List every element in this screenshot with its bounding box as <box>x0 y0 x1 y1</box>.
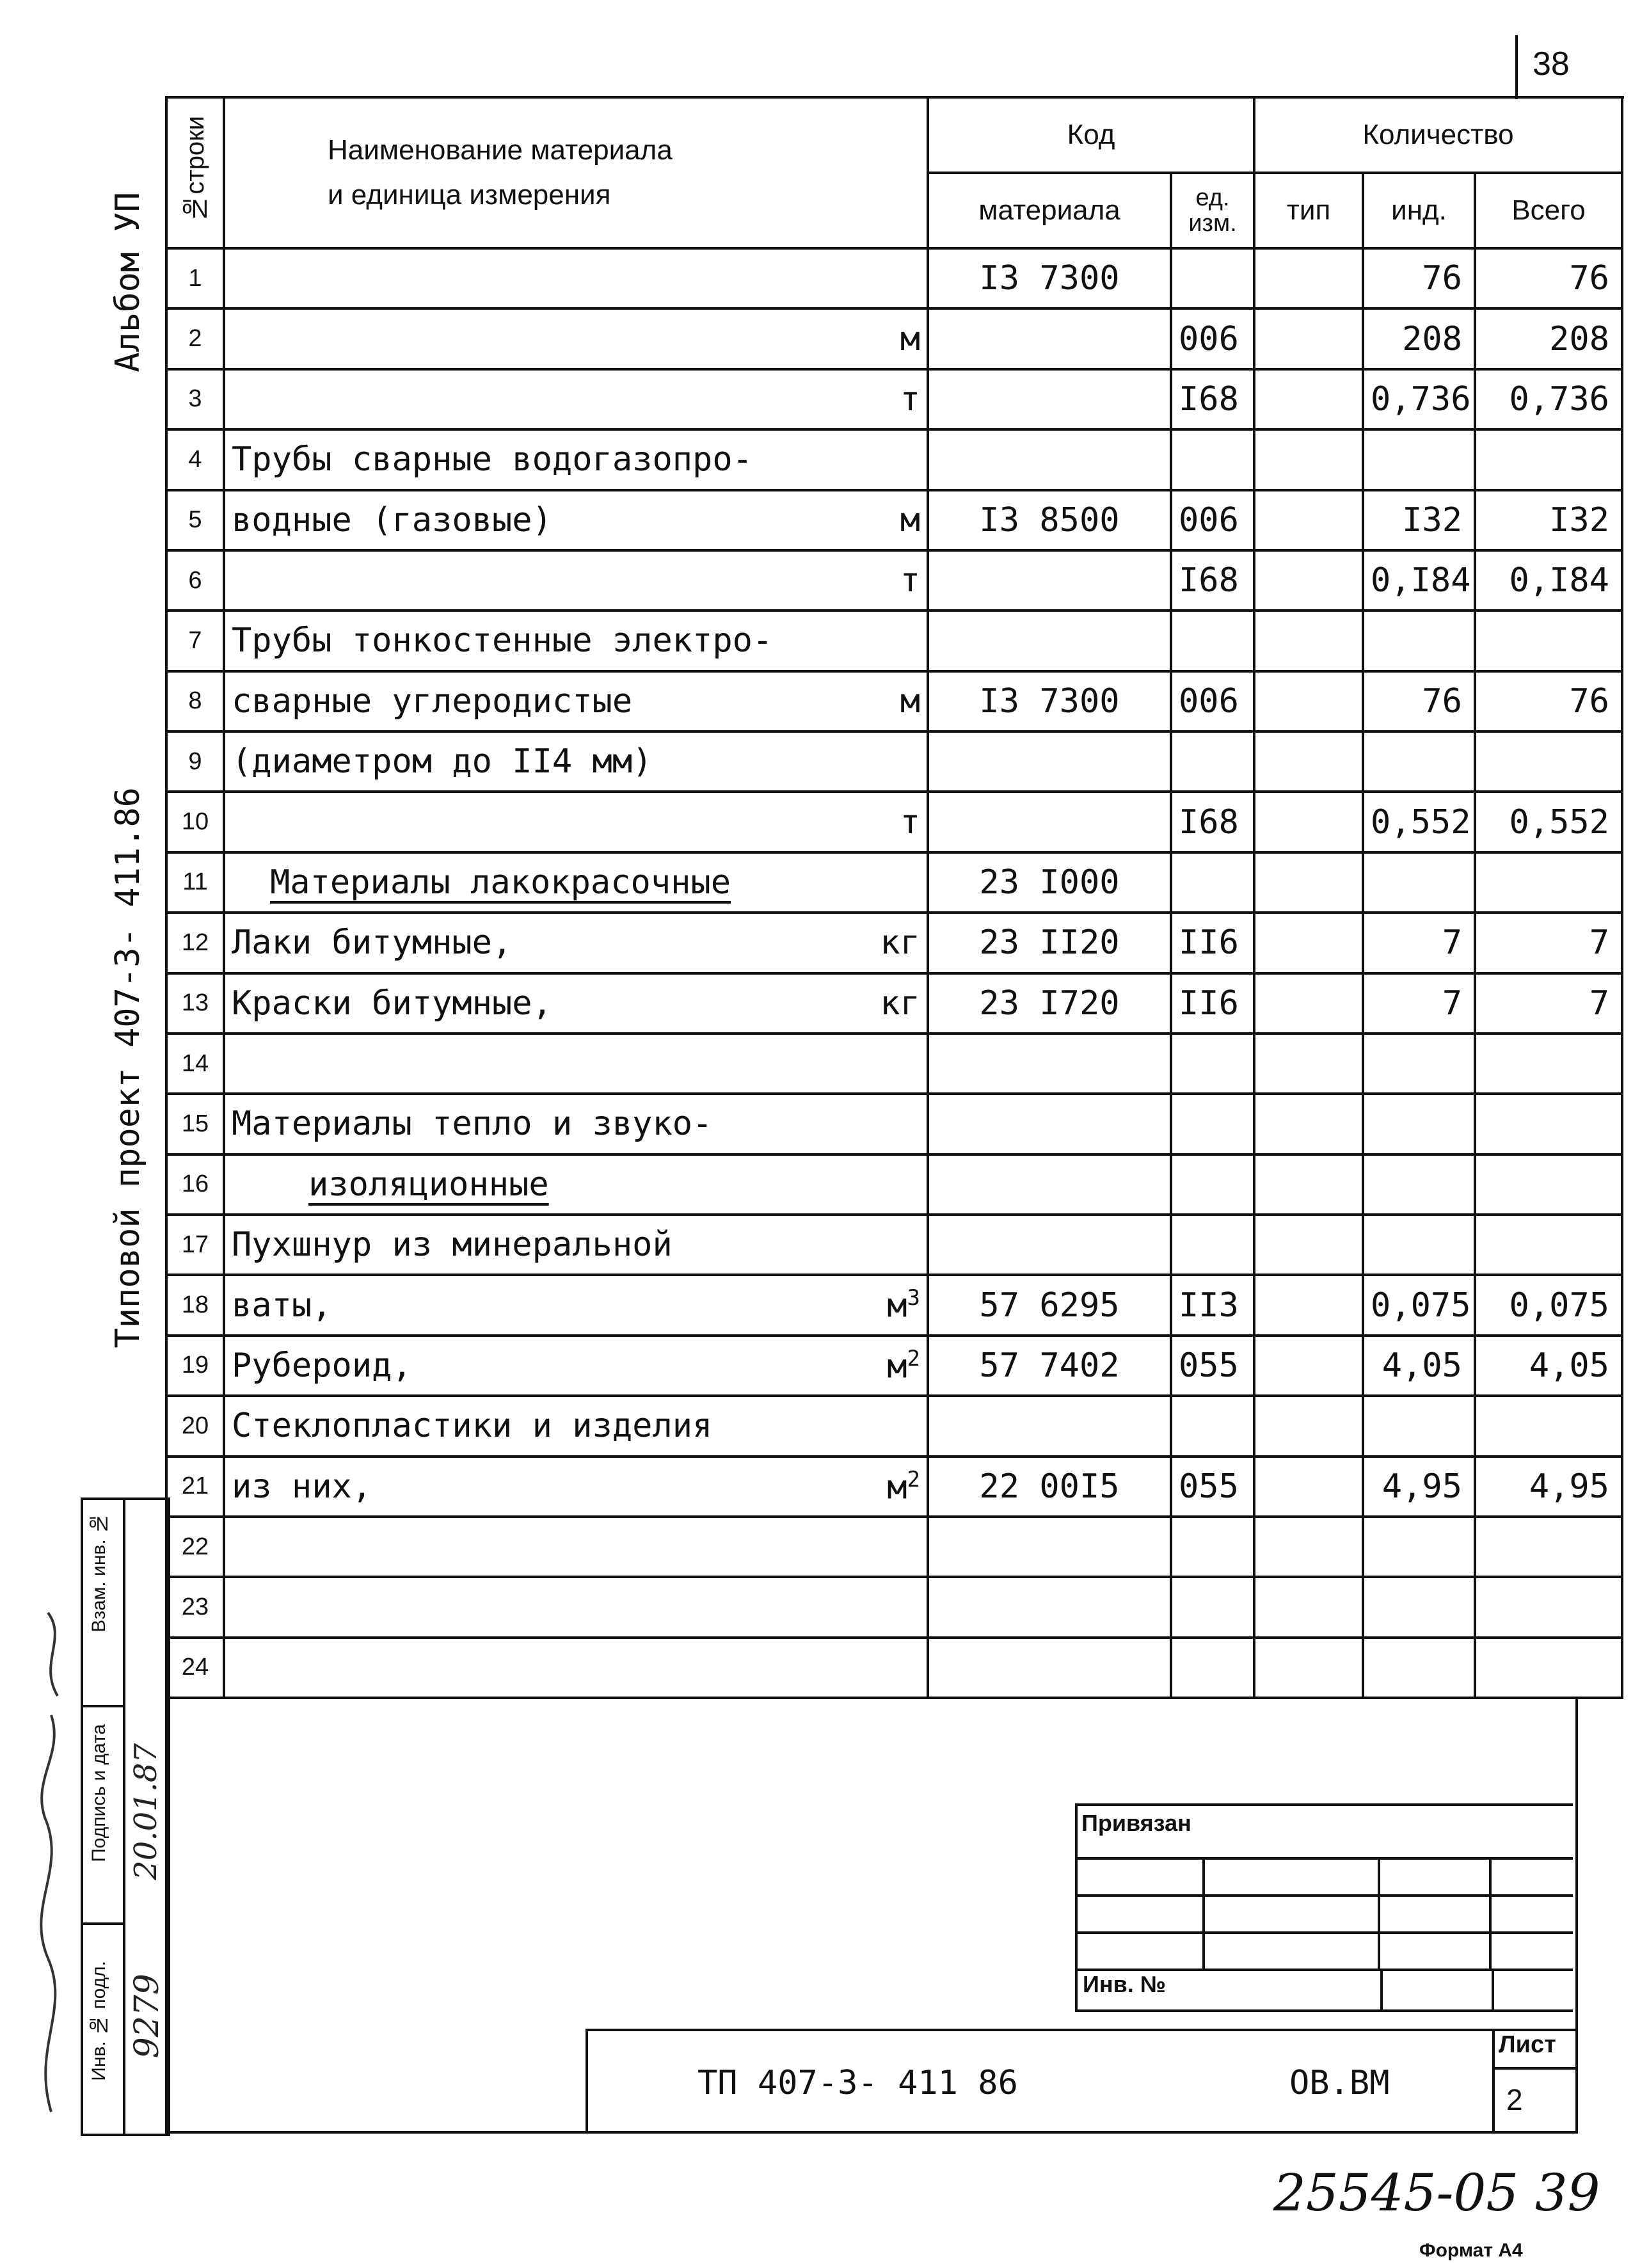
qty-ind <box>1363 1577 1475 1637</box>
inv-value: 9279 <box>128 1974 166 2059</box>
qty-ind: 0,736 <box>1363 369 1475 429</box>
qty-total: 0,736 <box>1475 369 1622 429</box>
material-code: 23 II20 <box>928 913 1171 973</box>
row-number: 21 <box>166 1457 224 1517</box>
table-row <box>166 1517 1622 1577</box>
material-name: Стеклопластики и изделия <box>232 1407 713 1446</box>
table-row <box>166 671 1622 731</box>
row-number: 23 <box>166 1577 224 1637</box>
vzam-inv-label: Взам. инв. № <box>88 1513 109 1633</box>
unit-code: II6 <box>1171 973 1254 1034</box>
material-code: I3 7300 <box>928 671 1171 731</box>
unit-code <box>1171 1215 1254 1275</box>
material-name-cell <box>224 1577 928 1637</box>
table-row <box>166 611 1622 671</box>
row-number: 4 <box>166 429 224 490</box>
qty-total <box>1475 1517 1622 1577</box>
side-stamp <box>81 1497 170 2136</box>
qty-ind <box>1363 1517 1475 1577</box>
material-code: 23 I000 <box>928 852 1171 913</box>
unit-code <box>1171 1094 1254 1154</box>
table-row <box>166 1638 1622 1698</box>
material-name-cell <box>224 852 928 913</box>
material-unit: м <box>900 500 920 539</box>
row-number: 6 <box>166 550 224 611</box>
row-number: 16 <box>166 1154 224 1215</box>
unit-code: I68 <box>1171 369 1254 429</box>
qty-type <box>1254 1577 1363 1637</box>
table-row <box>166 369 1622 429</box>
row-number: 2 <box>166 308 224 369</box>
material-name: Материалы тепло и звуко- <box>232 1105 713 1144</box>
binding-stamp <box>1075 1803 1573 2012</box>
binding-row <box>1078 1934 1573 1971</box>
material-unit: $м^2$ <box>887 1345 920 1386</box>
format-label: Формат А4 <box>1419 2240 1523 2261</box>
album-label: Альбом УП <box>109 192 147 372</box>
title-block-code: ТП 407-3- 411 86 <box>697 2064 1018 2102</box>
unit-code: I68 <box>1171 550 1254 611</box>
material-code <box>928 369 1171 429</box>
unit-code: 055 <box>1171 1457 1254 1517</box>
qty-ind: 7 <box>1363 973 1475 1034</box>
qty-type <box>1254 792 1363 852</box>
sheet-label: Лист <box>1495 2029 1575 2070</box>
material-name-cell <box>224 308 928 369</box>
material-name-cell <box>224 973 928 1034</box>
unit-code: 006 <box>1171 490 1254 550</box>
table-row <box>166 913 1622 973</box>
title-block-doc: ОВ.ВМ <box>1289 2064 1390 2102</box>
header-code: Код <box>928 97 1254 173</box>
table-row <box>166 1336 1622 1396</box>
header-qty-ind: инд. <box>1363 173 1475 248</box>
qty-total <box>1475 1215 1622 1275</box>
qty-ind <box>1363 731 1475 792</box>
qty-type <box>1254 248 1363 308</box>
table-row <box>166 1215 1622 1275</box>
material-name-cell <box>224 611 928 671</box>
unit-code <box>1171 611 1254 671</box>
material-code <box>928 792 1171 852</box>
qty-type <box>1254 852 1363 913</box>
material-name-cell <box>224 1275 928 1335</box>
material-name-cell <box>224 369 928 429</box>
table-row <box>166 308 1622 369</box>
material-code: 22 00I5 <box>928 1457 1171 1517</box>
table-row <box>166 248 1622 308</box>
table-row <box>166 1396 1622 1456</box>
material-name-cell <box>224 1396 928 1456</box>
sign-date: 20.01.87 <box>128 1743 164 1880</box>
unit-code <box>1171 852 1254 913</box>
material-code <box>928 429 1171 490</box>
material-name: Трубы тонкостенные электро- <box>232 621 773 660</box>
material-name: Рубероид, <box>232 1346 412 1385</box>
qty-ind <box>1363 611 1475 671</box>
qty-ind <box>1363 429 1475 490</box>
podpis-data-label: Подпись и дата <box>88 1724 109 1862</box>
qty-total: 76 <box>1475 671 1622 731</box>
qty-type <box>1254 429 1363 490</box>
qty-type <box>1254 1094 1363 1154</box>
qty-total <box>1475 1094 1622 1154</box>
qty-ind: 0,075 <box>1363 1275 1475 1335</box>
material-name-cell <box>224 1457 928 1517</box>
material-unit: т <box>900 803 920 842</box>
sheet-number: 2 <box>1506 2083 1523 2116</box>
qty-type <box>1254 1517 1363 1577</box>
material-code <box>928 550 1171 611</box>
qty-ind: 208 <box>1363 308 1475 369</box>
qty-ind: 4,05 <box>1363 1336 1475 1396</box>
handwritten-signature <box>13 1600 83 2125</box>
unit-code <box>1171 1396 1254 1456</box>
material-code <box>928 1034 1171 1094</box>
material-name-cell <box>224 671 928 731</box>
material-name-cell <box>224 1638 928 1698</box>
material-name: водные (газовые) <box>232 500 552 539</box>
row-number: 1 <box>166 248 224 308</box>
archive-number: 25545-05 39 <box>1273 2163 1600 2223</box>
material-name: Лаки битумные, <box>232 923 513 962</box>
material-code <box>928 731 1171 792</box>
qty-type <box>1254 671 1363 731</box>
qty-total <box>1475 1638 1622 1698</box>
material-code <box>928 1577 1171 1637</box>
qty-type <box>1254 1215 1363 1275</box>
corner-vertical-line <box>1515 35 1518 99</box>
material-name-cell <box>224 1215 928 1275</box>
material-name: Краски битумные, <box>232 984 552 1023</box>
material-unit: т <box>900 561 920 600</box>
material-name: сварные углеродистые <box>232 682 633 721</box>
unit-code <box>1171 429 1254 490</box>
material-code: 57 7402 <box>928 1336 1171 1396</box>
qty-type <box>1254 1154 1363 1215</box>
unit-code: 006 <box>1171 308 1254 369</box>
qty-total <box>1475 731 1622 792</box>
header-quantity: Количество <box>1254 97 1622 173</box>
qty-ind <box>1363 1638 1475 1698</box>
header-qty-type: тип <box>1254 173 1363 248</box>
qty-total: 4,05 <box>1475 1336 1622 1396</box>
material-unit: м <box>900 682 920 721</box>
table-row <box>166 1094 1622 1154</box>
material-name: (диаметром до II4 мм) <box>232 742 653 781</box>
qty-total: 0,I84 <box>1475 550 1622 611</box>
sheet-box <box>1492 2029 1575 2131</box>
row-number: 12 <box>166 913 224 973</box>
qty-type <box>1254 1638 1363 1698</box>
unit-code <box>1171 1154 1254 1215</box>
qty-ind: 76 <box>1363 248 1475 308</box>
material-code: I3 8500 <box>928 490 1171 550</box>
material-name: из них, <box>232 1467 372 1506</box>
qty-type <box>1254 731 1363 792</box>
table-row <box>166 550 1622 611</box>
binding-inv-label: Инв. № <box>1078 1971 1383 2009</box>
row-number: 10 <box>166 792 224 852</box>
qty-type <box>1254 611 1363 671</box>
material-unit: $м^2$ <box>887 1466 920 1506</box>
qty-ind: I32 <box>1363 490 1475 550</box>
side-stamp-divider <box>83 1922 125 1925</box>
qty-type <box>1254 1336 1363 1396</box>
material-code <box>928 1215 1171 1275</box>
qty-ind <box>1363 1215 1475 1275</box>
table-row <box>166 973 1622 1034</box>
qty-type <box>1254 490 1363 550</box>
material-code <box>928 1154 1171 1215</box>
material-name-cell <box>224 913 928 973</box>
row-number: 19 <box>166 1336 224 1396</box>
row-number: 18 <box>166 1275 224 1335</box>
row-number: 9 <box>166 731 224 792</box>
qty-total: 208 <box>1475 308 1622 369</box>
qty-type <box>1254 1275 1363 1335</box>
qty-type <box>1254 1457 1363 1517</box>
qty-total <box>1475 1034 1622 1094</box>
table-row <box>166 1457 1622 1517</box>
table-row <box>166 852 1622 913</box>
row-number: 3 <box>166 369 224 429</box>
material-code: 57 6295 <box>928 1275 1171 1335</box>
row-number: 24 <box>166 1638 224 1698</box>
material-code <box>928 1638 1171 1698</box>
materials-table <box>165 96 1609 1699</box>
project-label: Типовой проект 407-3- 411.86 <box>109 787 147 1348</box>
material-unit: $м^3$ <box>887 1285 920 1325</box>
material-name-cell <box>224 792 928 852</box>
material-name-cell <box>224 550 928 611</box>
row-number: 7 <box>166 611 224 671</box>
row-number: 11 <box>166 852 224 913</box>
qty-type <box>1254 913 1363 973</box>
table-row <box>166 1034 1622 1094</box>
qty-total <box>1475 611 1622 671</box>
unit-code: I68 <box>1171 792 1254 852</box>
qty-ind: 0,552 <box>1363 792 1475 852</box>
qty-total <box>1475 1396 1622 1456</box>
unit-code <box>1171 1517 1254 1577</box>
material-unit: кг <box>880 984 920 1023</box>
qty-ind: 4,95 <box>1363 1457 1475 1517</box>
row-number: 20 <box>166 1396 224 1456</box>
header-qty-total: Всего <box>1475 173 1622 248</box>
qty-total <box>1475 1154 1622 1215</box>
material-code <box>928 1517 1171 1577</box>
row-number: 22 <box>166 1517 224 1577</box>
header-code-unit: ед. изм. <box>1171 173 1254 248</box>
material-name: изоляционные <box>308 1165 549 1204</box>
material-unit: т <box>900 379 920 419</box>
material-name: Пухшнур из минеральной <box>232 1226 673 1265</box>
qty-total: 76 <box>1475 248 1622 308</box>
qty-ind <box>1363 1396 1475 1456</box>
binding-row <box>1078 1860 1573 1897</box>
unit-code <box>1171 1577 1254 1637</box>
table-row <box>166 792 1622 852</box>
material-name: ваты, <box>232 1286 332 1325</box>
unit-code: II6 <box>1171 913 1254 973</box>
qty-ind: 7 <box>1363 913 1475 973</box>
qty-total <box>1475 852 1622 913</box>
material-name-cell <box>224 1336 928 1396</box>
qty-total: 0,552 <box>1475 792 1622 852</box>
material-name-cell <box>224 1034 928 1094</box>
material-code <box>928 1094 1171 1154</box>
qty-type <box>1254 550 1363 611</box>
qty-ind <box>1363 1094 1475 1154</box>
material-name: Материалы лакокрасочные <box>270 863 731 902</box>
row-number: 17 <box>166 1215 224 1275</box>
material-name-cell <box>224 490 928 550</box>
binding-title: Привязан <box>1078 1806 1573 1860</box>
material-name-cell <box>224 1517 928 1577</box>
material-name-cell <box>224 248 928 308</box>
row-number: 8 <box>166 671 224 731</box>
unit-code <box>1171 1034 1254 1094</box>
inv-podl-label: Инв. № подл. <box>88 1961 109 2081</box>
table-row <box>166 1154 1622 1215</box>
qty-total: 0,075 <box>1475 1275 1622 1335</box>
table-row <box>166 490 1622 550</box>
material-name-cell <box>224 731 928 792</box>
table-row <box>166 731 1622 792</box>
qty-ind: 76 <box>1363 671 1475 731</box>
binding-inv-row <box>1078 1971 1573 2009</box>
qty-ind <box>1363 852 1475 913</box>
qty-total: I32 <box>1475 490 1622 550</box>
material-name: Трубы сварные водогазопро- <box>232 440 753 479</box>
header-row-no: №строки <box>166 97 224 248</box>
qty-ind <box>1363 1034 1475 1094</box>
unit-code: II3 <box>1171 1275 1254 1335</box>
material-code: I3 7300 <box>928 248 1171 308</box>
qty-type <box>1254 308 1363 369</box>
qty-total <box>1475 1577 1622 1637</box>
unit-code <box>1171 248 1254 308</box>
table-row <box>166 1275 1622 1335</box>
material-code <box>928 1396 1171 1456</box>
qty-type <box>1254 1396 1363 1456</box>
unit-code <box>1171 1638 1254 1698</box>
qty-total: 4,95 <box>1475 1457 1622 1517</box>
material-name-cell <box>224 429 928 490</box>
page-number: 38 <box>1533 45 1570 83</box>
qty-type <box>1254 369 1363 429</box>
qty-total <box>1475 429 1622 490</box>
unit-code <box>1171 731 1254 792</box>
material-code <box>928 308 1171 369</box>
side-stamp-divider <box>83 1705 125 1707</box>
unit-code: 006 <box>1171 671 1254 731</box>
qty-type <box>1254 1034 1363 1094</box>
row-number: 13 <box>166 973 224 1034</box>
qty-total: 7 <box>1475 973 1622 1034</box>
row-number: 5 <box>166 490 224 550</box>
header-name: Наименование материала и единица измерения <box>224 97 928 248</box>
qty-type <box>1254 973 1363 1034</box>
material-unit: м <box>900 319 920 358</box>
qty-ind: 0,I84 <box>1363 550 1475 611</box>
material-code: 23 I720 <box>928 973 1171 1034</box>
table-row <box>166 1577 1622 1637</box>
material-name-cell <box>224 1154 928 1215</box>
header-code-material: материала <box>928 173 1171 248</box>
material-unit: кг <box>880 923 920 962</box>
unit-code: 055 <box>1171 1336 1254 1396</box>
row-number: 14 <box>166 1034 224 1094</box>
qty-ind <box>1363 1154 1475 1215</box>
material-code <box>928 611 1171 671</box>
qty-total: 7 <box>1475 913 1622 973</box>
row-number: 15 <box>166 1094 224 1154</box>
material-name-cell <box>224 1094 928 1154</box>
table-row <box>166 429 1622 490</box>
binding-row <box>1078 1897 1573 1934</box>
